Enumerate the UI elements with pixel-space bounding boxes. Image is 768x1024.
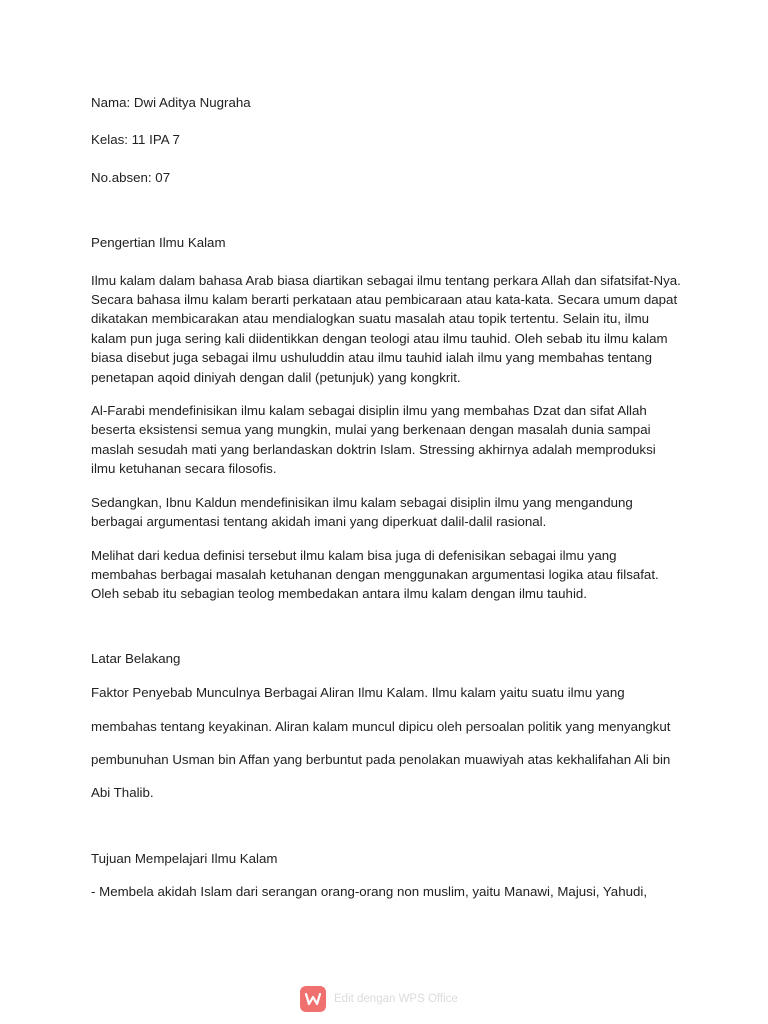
section-heading-latar-belakang: Latar Belakang — [91, 650, 181, 666]
student-class: Kelas: 11 IPA 7 — [91, 132, 180, 148]
paragraph: Abi Thalib. — [91, 785, 154, 801]
paragraph: membahas tentang keyakinan. Aliran kalam muncul dipicu oleh persoalan politik yang menyangkut — [91, 718, 671, 734]
paragraph: Melihat dari kedua definisi tersebut ilmu kalam bisa juga di defenisikan sebagai ilmu yang membahas berbagai masalah ketuhanan dengan menggunakan argumentasi logika atau filsafat. Oleh sebab itu sebagian teolog membedakan antara ilmu kalam dengan ilmu tauhid. — [91, 547, 659, 602]
section-heading-pengertian: Pengertian Ilmu Kalam — [91, 235, 226, 251]
paragraph: pembunuhan Usman bin Affan yang berbuntut pada penolakan muawiyah atas kekhalifahan Ali bin — [91, 751, 671, 767]
watermark-text: Edit dengan WPS Office — [334, 993, 458, 1005]
wps-office-logo-icon — [300, 986, 326, 1012]
paragraph: Al-Farabi mendefinisikan ilmu kalam sebagai disiplin ilmu yang membahas Dzat dan sifat Allah beserta eksistensi semua yang mungkin, mulai yang berkenaan dengan masalah dunia sampai maslah sesudah mati yang berlandaskan doktrin Islam. Stressing akhirnya adalah memproduksi ilmu ketuhanan secara filosofis. — [91, 403, 656, 477]
paragraph: Ilmu kalam dalam bahasa Arab biasa diartikan sebagai ilmu tentang perkara Allah dan sifatsifat-Nya. Secara bahasa ilmu kalam berarti perkataan atau pembicaraan atau kata-kata. Secara umum dapat dikatakan membicarakan atau mendialogkan suatu masalah atau topik tertentu. Selain itu, ilmu kalam pun juga sering kali diidentikkan dengan teologi atau ilmu tauhid. Oleh sebab itu ilmu kalam biasa disebut juga sebagai ilmu ushuluddin atau ilmu tauhid ialah ilmu yang membahas tentang penetapan aqoid diniyah dengan dalil (petunjuk) yang kongkrit. — [91, 272, 681, 385]
student-number: No.absen: 07 — [91, 169, 171, 185]
paragraph: - Membela akidah Islam dari serangan orang-orang non muslim, yaitu Manawi, Majusi, Yahudi, — [91, 884, 648, 900]
document-content — [91, 93, 683, 902]
student-name: Nama: Dwi Aditya Nugraha — [91, 95, 251, 110]
paragraph: Faktor Penyebab Munculnya Berbagai Aliran Ilmu Kalam. Ilmu kalam yaitu suatu ilmu yang — [91, 685, 625, 701]
section-heading-tujuan: Tujuan Mempelajari Ilmu Kalam — [91, 850, 278, 866]
wps-watermark — [300, 986, 458, 1012]
paragraph: Sedangkan, Ibnu Kaldun mendefinisikan ilmu kalam sebagai disiplin ilmu yang mengandung berbagai argumentasi tentang akidah imani yang diperkuat dalil-dalil rasional. — [91, 494, 633, 530]
